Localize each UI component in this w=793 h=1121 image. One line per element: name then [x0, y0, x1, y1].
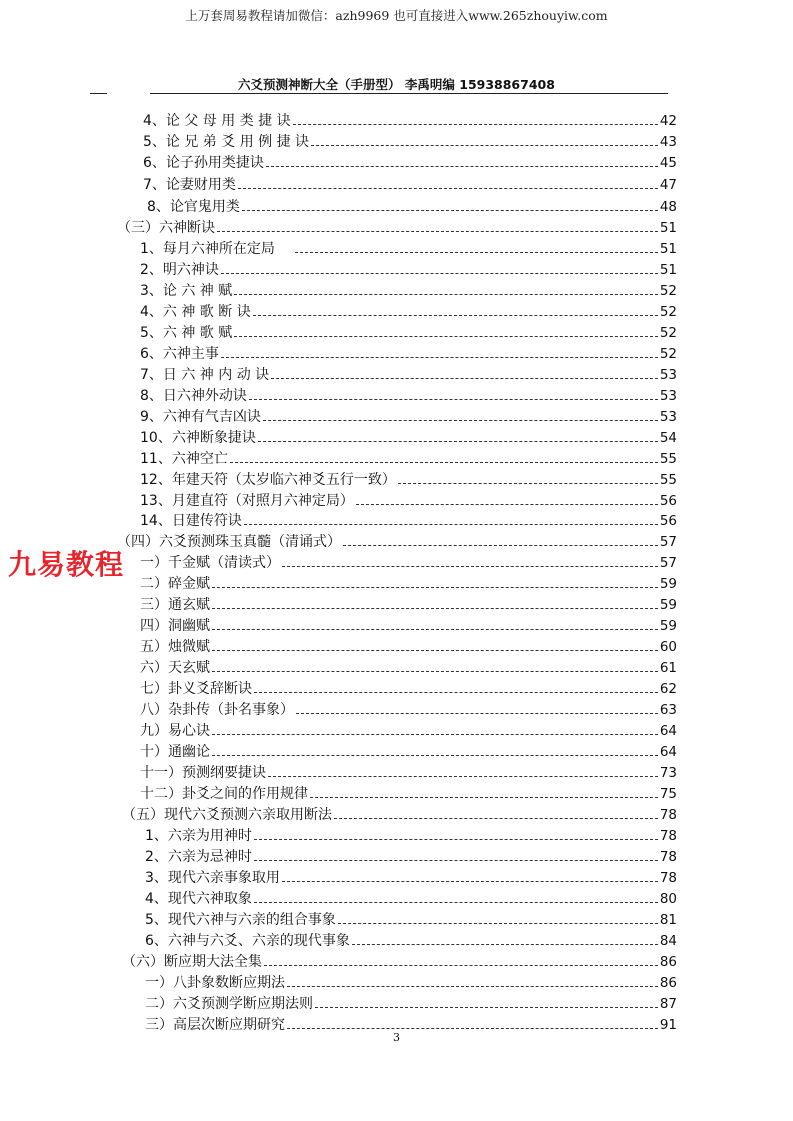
toc-entry-page: 42 — [659, 113, 677, 129]
toc-entry-title: 8、论官鬼用类 — [147, 199, 240, 215]
toc-entry[interactable] — [143, 132, 677, 152]
toc-entry-page: 86 — [659, 975, 677, 991]
toc-leader — [244, 524, 658, 525]
toc-leader — [287, 986, 658, 987]
toc-entry-page: 52 — [659, 283, 677, 299]
toc-leader — [254, 839, 658, 840]
toc-leader — [266, 166, 658, 167]
toc-entry-title: 2、明六神诀 — [140, 262, 219, 278]
toc-entry-page: 78 — [659, 807, 677, 823]
toc-leader — [264, 965, 658, 966]
toc-entry-title: 2、六亲为忌神时 — [145, 849, 252, 865]
toc-entry-page: 53 — [659, 367, 677, 383]
toc-entry[interactable] — [145, 826, 677, 846]
toc-entry-title: 四）洞幽赋 — [140, 618, 210, 634]
toc-entry[interactable] — [140, 407, 677, 427]
toc-entry-title: （三）六神断诀 — [117, 220, 215, 236]
toc-entry[interactable] — [147, 197, 677, 217]
toc-entry[interactable] — [140, 260, 677, 280]
toc-leader — [212, 671, 658, 672]
toc-entry-page: 78 — [659, 849, 677, 865]
toc-entry-page: 86 — [659, 954, 677, 970]
toc-leader — [268, 776, 658, 777]
toc-entry-page: 57 — [659, 555, 677, 571]
toc-entry[interactable] — [122, 952, 677, 972]
toc-entry[interactable] — [140, 721, 677, 741]
header-rule — [150, 93, 668, 94]
toc-entry-title: 6、六神主事 — [140, 346, 219, 362]
toc-entry[interactable] — [143, 153, 677, 173]
toc-entry-page: 62 — [659, 681, 677, 697]
toc-entry-page: 54 — [659, 430, 677, 446]
toc-leader — [352, 944, 658, 945]
toc-entry-page: 78 — [659, 870, 677, 886]
top-banner: 上万套周易教程请加微信：azh9969 也可直接进入www.265zhouyiw.com — [185, 8, 608, 23]
toc-entry-title: 九）易心诀 — [140, 723, 210, 739]
toc-entry-page: 80 — [659, 891, 677, 907]
toc-leader — [356, 504, 658, 505]
toc-entry-page: 84 — [659, 933, 677, 949]
toc-entry-title: （五）现代六爻预测六亲取用断法 — [122, 807, 332, 823]
toc-entry[interactable] — [145, 847, 677, 867]
toc-leader — [254, 692, 658, 693]
toc-entry-page: 43 — [659, 134, 677, 150]
toc-entry-page: 52 — [659, 346, 677, 362]
toc-leader — [234, 336, 658, 337]
toc-entry[interactable] — [145, 910, 677, 930]
toc-entry-page: 61 — [659, 660, 677, 676]
toc-entry[interactable] — [140, 679, 677, 699]
toc-leader — [282, 881, 658, 882]
toc-entry[interactable] — [140, 595, 677, 615]
toc-entry-page: 52 — [659, 304, 677, 320]
toc-entry-title: 1、每月六神所在定局 — [140, 241, 275, 257]
toc-entry-page: 64 — [659, 744, 677, 760]
toc-entry-title: 六）天玄赋 — [140, 660, 210, 676]
toc-leader — [221, 273, 658, 274]
toc-entry-page: 59 — [659, 597, 677, 613]
toc-entry-title: 三）高层次断应期研究 — [145, 1017, 285, 1033]
toc-entry[interactable] — [122, 805, 677, 825]
toc-entry-title: 7、论妻财用类 — [143, 177, 236, 193]
toc-entry-page: 59 — [659, 576, 677, 592]
toc-leader — [310, 797, 658, 798]
toc-entry-title: 三）通玄赋 — [140, 597, 210, 613]
toc-entry[interactable] — [140, 784, 677, 804]
toc-entry[interactable] — [145, 931, 677, 951]
toc-entry-title: 3、论 六 神 赋 — [140, 283, 233, 299]
toc-entry[interactable] — [140, 658, 677, 678]
toc-entry-page: 59 — [659, 618, 677, 634]
toc-entry-title: 9、六神有气吉凶诀 — [140, 409, 261, 425]
toc-entry[interactable] — [140, 553, 677, 573]
toc-entry-page: 73 — [659, 765, 677, 781]
toc-entry-page: 47 — [659, 177, 677, 193]
toc-leader — [249, 399, 658, 400]
toc-entry-page: 52 — [659, 325, 677, 341]
toc-leader — [287, 1028, 658, 1029]
toc-leader — [212, 587, 658, 588]
toc-entry[interactable] — [140, 574, 677, 594]
toc-leader — [258, 441, 658, 442]
toc-entry[interactable] — [140, 511, 677, 531]
toc-entry[interactable] — [140, 742, 677, 762]
toc-entry[interactable] — [140, 470, 677, 490]
toc-entry-title: 十二）卦爻之间的作用规律 — [140, 786, 308, 802]
toc-leader — [398, 483, 658, 484]
toc-leader — [263, 420, 658, 421]
toc-entry-page: 51 — [659, 220, 677, 236]
toc-entry[interactable] — [140, 449, 677, 469]
toc-leader — [334, 818, 658, 819]
toc-entry-title: 二）六爻预测学断应期法则 — [145, 996, 313, 1012]
toc-entry-title: 七）卦义爻辞断诀 — [140, 681, 252, 697]
toc-leader — [295, 252, 658, 253]
toc-entry-title: 二）碎金赋 — [140, 576, 210, 592]
toc-leader — [238, 188, 658, 189]
toc-entry[interactable] — [117, 532, 677, 552]
toc-entry-title: 十一）预测纲要捷诀 — [140, 765, 266, 781]
toc-entry[interactable] — [117, 218, 677, 238]
toc-entry-page: 75 — [659, 786, 677, 802]
toc-entry[interactable] — [140, 365, 677, 385]
toc-leader — [212, 608, 658, 609]
toc-entry-title: 4、现代六神取象 — [145, 891, 252, 907]
toc-leader — [212, 629, 658, 630]
toc-entry-title: 十）通幽论 — [140, 744, 210, 760]
toc-leader — [212, 650, 658, 651]
toc-entry-title: 5、现代六神与六亲的组合事象 — [145, 912, 336, 928]
toc-entry-title: 6、论子孙用类捷诀 — [143, 155, 264, 171]
toc-entry-title: 五）烛微赋 — [140, 639, 210, 655]
toc-entry-page: 78 — [659, 828, 677, 844]
toc-entry[interactable] — [140, 344, 677, 364]
toc-leader — [282, 566, 658, 567]
toc-leader — [230, 462, 658, 463]
toc-leader — [343, 545, 658, 546]
toc-entry[interactable] — [140, 428, 677, 448]
toc-entry-title: 13、月建直符（对照月六神定局） — [140, 493, 354, 509]
toc-entry[interactable] — [140, 239, 677, 259]
toc-entry-page: 45 — [659, 155, 677, 171]
toc-entry-page: 53 — [659, 388, 677, 404]
toc-entry[interactable] — [140, 386, 677, 406]
toc-entry[interactable] — [145, 973, 677, 993]
toc-entry[interactable] — [143, 111, 677, 131]
toc-leader — [212, 734, 658, 735]
toc-leader — [315, 1007, 658, 1008]
toc-entry-page: 55 — [659, 451, 677, 467]
toc-entry-title: 7、日 六 神 内 动 诀 — [140, 367, 270, 383]
toc-entry-page: 51 — [659, 262, 677, 278]
toc-leader — [217, 231, 658, 232]
toc-leader — [253, 315, 658, 316]
toc-entry[interactable] — [145, 868, 677, 888]
toc-leader — [242, 210, 658, 211]
watermark-logo: 九易教程 — [8, 548, 125, 581]
header-rule-short — [90, 93, 107, 94]
toc-entry-title: 八）杂卦传（卦名事象） — [140, 702, 294, 718]
toc-entry[interactable] — [140, 491, 677, 511]
toc-leader — [293, 124, 658, 125]
toc-entry[interactable] — [140, 763, 677, 783]
toc-entry-page: 60 — [659, 639, 677, 655]
toc-leader — [271, 378, 658, 379]
toc-leader — [234, 294, 658, 295]
toc-entry-title: 一）八卦象数断应期法 — [145, 975, 285, 991]
toc-entry-page: 51 — [659, 241, 677, 257]
toc-leader — [338, 923, 658, 924]
toc-entry[interactable] — [143, 175, 677, 195]
toc-leader — [254, 902, 658, 903]
toc-entry[interactable] — [140, 281, 677, 301]
toc-entry-title: 4、六 神 歌 断 诀 — [140, 304, 251, 320]
toc-entry-title: （六）断应期大法全集 — [122, 954, 262, 970]
toc-entry-page: 55 — [659, 472, 677, 488]
toc-leader — [221, 357, 658, 358]
toc-entry-title: 3、现代六亲事象取用 — [145, 870, 280, 886]
toc-entry[interactable] — [145, 994, 677, 1014]
toc-entry-page: 53 — [659, 409, 677, 425]
toc-entry-title: 14、日建传符诀 — [140, 513, 242, 529]
toc-entry-page: 63 — [659, 702, 677, 718]
toc-entry[interactable] — [140, 616, 677, 636]
toc-entry-title: 5、六 神 歌 赋 — [140, 325, 233, 341]
toc-leader — [311, 145, 658, 146]
toc-entry-title: 1、六亲为用神时 — [145, 828, 252, 844]
toc-entry-title: 11、六神空亡 — [140, 451, 228, 467]
page-header: 六爻预测神断大全（手册型） 李禹明编 15938867408 — [238, 77, 555, 92]
toc-entry-page: 91 — [659, 1017, 677, 1033]
toc-entry-page: 56 — [659, 493, 677, 509]
toc-entry[interactable] — [145, 889, 677, 909]
toc-entry-page: 48 — [659, 199, 677, 215]
toc-leader — [212, 755, 658, 756]
toc-entry-page: 81 — [659, 912, 677, 928]
toc-entry-page: 56 — [659, 513, 677, 529]
toc-entry-page: 64 — [659, 723, 677, 739]
toc-entry-page: 57 — [659, 534, 677, 550]
page-number: 3 — [393, 1031, 400, 1044]
toc-entry[interactable] — [140, 700, 677, 720]
toc-entry[interactable] — [140, 302, 677, 322]
toc-entry-title: 6、六神与六爻、六亲的现代事象 — [145, 933, 350, 949]
toc-entry-title: 12、年建天符（太岁临六神爻五行一致） — [140, 472, 396, 488]
toc-entry-title: 8、日六神外动诀 — [140, 388, 247, 404]
toc-entry-title: 一）千金赋（清读式） — [140, 555, 280, 571]
toc-entry-title: 4、论 父 母 用 类 捷 诀 — [143, 113, 291, 129]
toc-entry[interactable] — [140, 637, 677, 657]
toc-entry-title: 5、论 兄 弟 爻 用 例 捷 诀 — [143, 134, 310, 150]
toc-leader — [254, 860, 658, 861]
toc-entry-title: 10、六神断象捷诀 — [140, 430, 256, 446]
toc-leader — [296, 713, 658, 714]
toc-entry-title: （四）六爻预测珠玉真髓（清诵式） — [117, 534, 341, 550]
toc-entry-page: 87 — [659, 996, 677, 1012]
toc-entry[interactable] — [140, 323, 677, 343]
